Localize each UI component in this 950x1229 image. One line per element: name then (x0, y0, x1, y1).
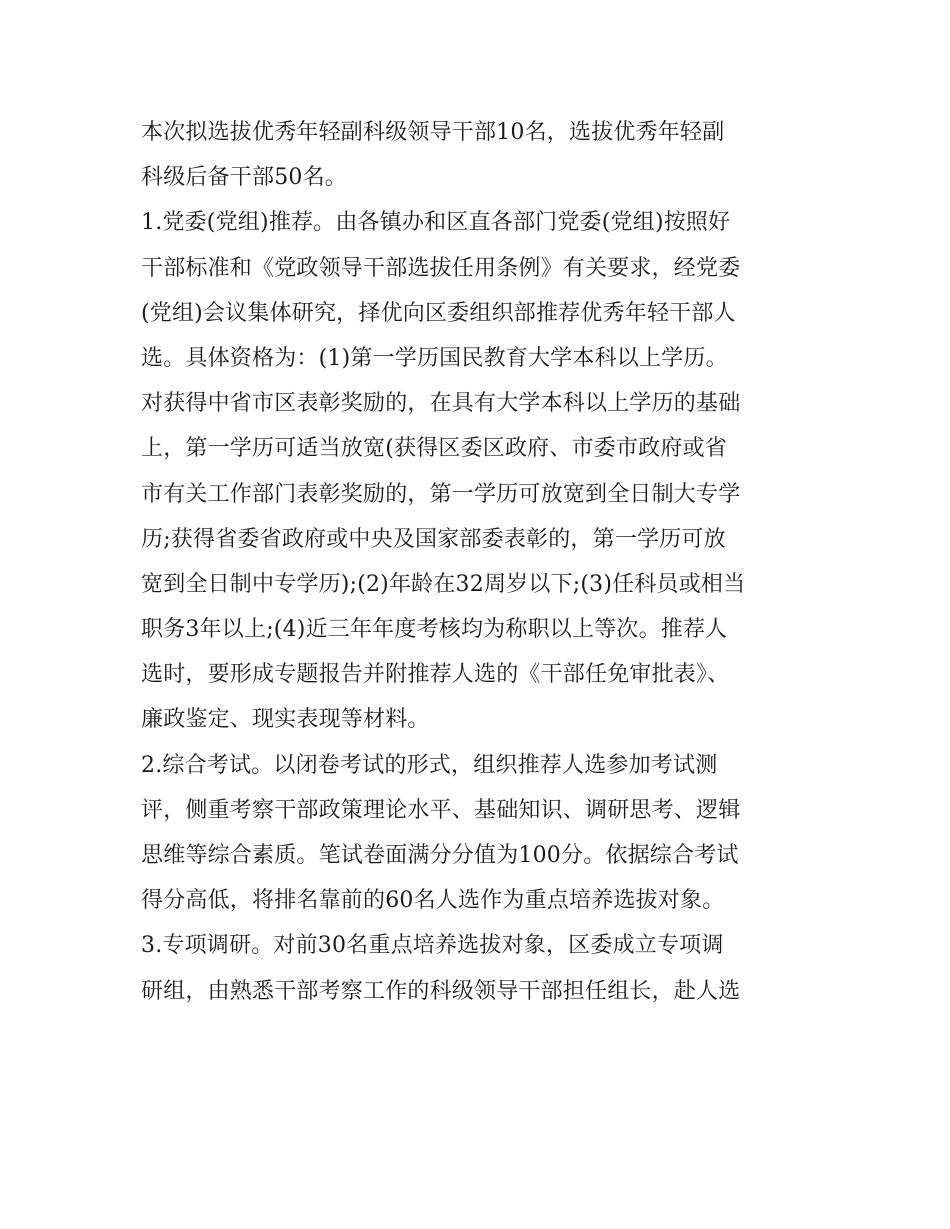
text-line: 职务3年以上;(4)近三年年度考核均为称职以上等次。推荐人 (141, 617, 728, 643)
text-line: 廉政鉴定、现实表现等材料。 (141, 707, 430, 733)
text-line: 科级后备干部50名。 (141, 165, 347, 191)
text-line: 3.专项调研。对前30名重点培养选拔对象，区委成立专项调 (141, 933, 724, 959)
text-line: 宽到全日制中专学历);(2)年龄在32周岁以下;(3)任科员或相当 (141, 571, 746, 597)
text-line: 本次拟选拔优秀年轻副科级领导干部10名，选拔优秀年轻副 (141, 120, 725, 145)
text-line: 选。具体资格为：(1)第一学历国民教育大学本科以上学历。 (141, 345, 728, 371)
body-text (141, 110, 831, 1014)
text-line: 评，侧重考察干部政策理论水平、基础知识、调研思考、逻辑 (141, 797, 741, 823)
text-line: 选时，要形成专题报告并附推荐人选的《干部任免审批表》、 (141, 662, 730, 688)
text-line: 干部标准和《党政领导干部选拔任用条例》有关要求，经党委 (141, 255, 741, 281)
text-line: 思维等综合素质。笔试卷面满分分值为100分。依据综合考试 (141, 843, 739, 868)
text-line: 对获得中省市区表彰奖励的，在具有大学本科以上学历的基础 (141, 391, 741, 417)
text-line: 研组，由熟悉干部考察工作的科级领导干部担任组长，赴人选 (141, 978, 741, 1004)
text-line: 上，第一学历可适当放宽(获得区委区政府、市委市政府或省 (141, 436, 727, 462)
text-line: 得分高低，将排名靠前的60名人选作为重点培养选拔对象。 (141, 888, 725, 914)
text-line: 1.党委(党组)推荐。由各镇办和区直各部门党委(党组)按照好 (141, 210, 731, 236)
text-line: (党组)会议集体研究，择优向区委组织部推荐优秀年轻干部人 (141, 300, 736, 326)
text-line: 历;获得省委省政府或中央及国家部委表彰的，第一学历可放 (141, 526, 726, 552)
text-line: 2.综合考试。以闭卷考试的形式，组织推荐人选参加考试测 (141, 752, 718, 778)
text-line: 市有关工作部门表彰奖励的，第一学历可放宽到全日制大专学 (141, 481, 741, 507)
